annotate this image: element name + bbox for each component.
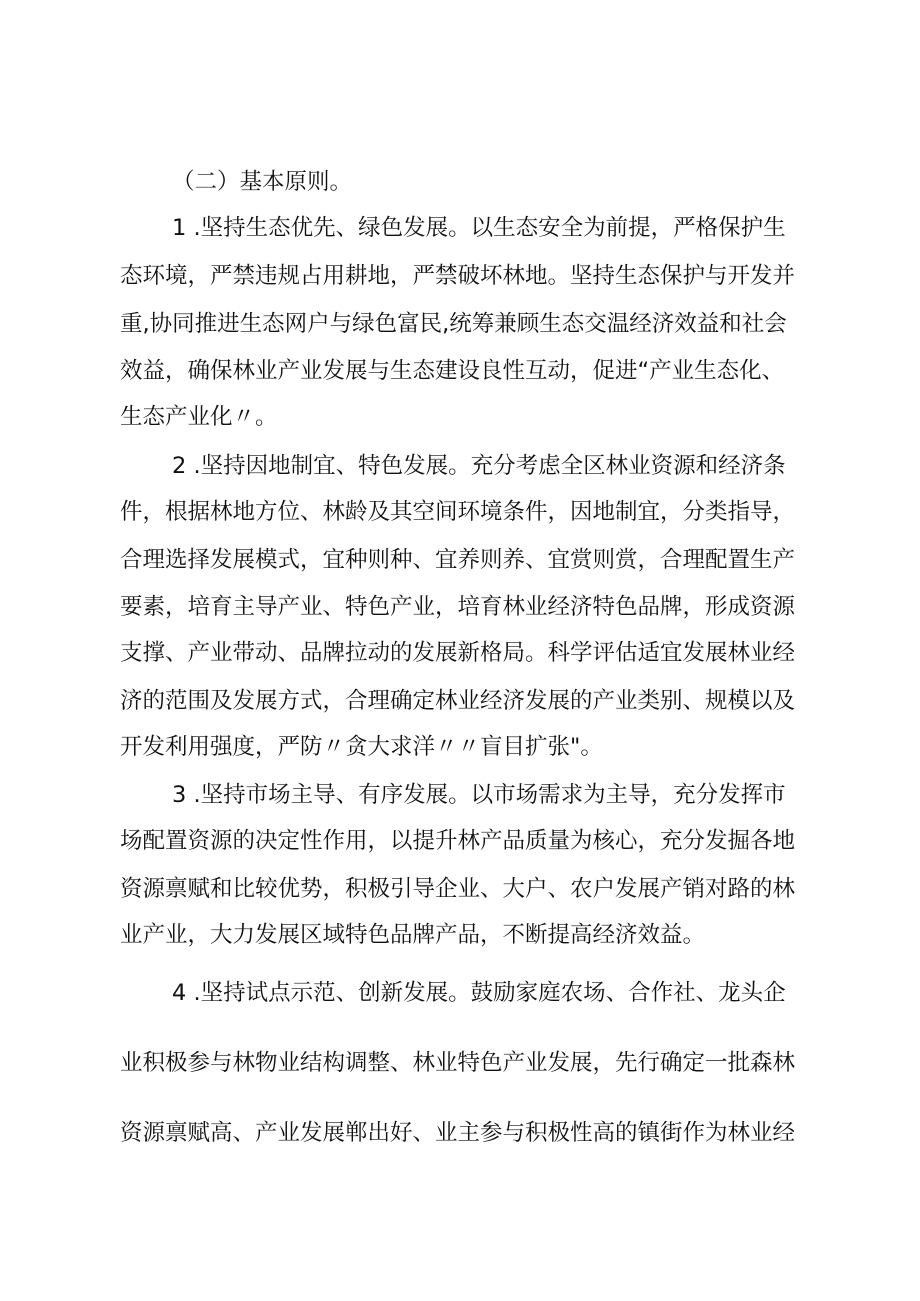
paragraph-2-line-5: 支撑、产业带动、品牌拉动的发展新格局。科学评估适宜发展林业经 (120, 640, 796, 666)
paragraph-3-line-3: 资源禀赋和比较优势，积极引导企业、大户、农户发展产销对路的林 (120, 876, 796, 902)
paragraph-1-line-2: 态环境，严禁违规占用耕地，严禁破坏林地。坚持生态保护与开发并 (120, 263, 796, 289)
paragraph-1-line-3: 重,协同推进生态网户与绿色富民,统筹兼顾生态交温经济效益和社会 (120, 311, 787, 337)
section-heading: （二）基本原则。 (172, 169, 353, 195)
paragraph-2-line-1: 2 .坚持因地制宜、特色发展。充分考虑全区林业资源和经济条 (172, 453, 786, 479)
paragraph-4-line-1: 4 .坚持试点示范、创新发展。鼓励家庭农场、合作社、龙头企 (172, 980, 786, 1006)
paragraph-1-line-4: 效益，确保林业产业发展与生态建设良性互动，促进“产业生态化、 (120, 358, 785, 384)
paragraph-2-line-2: 件，根据林地方位、林龄及其空间环境条件，因地制宜，分类指导， (120, 499, 796, 525)
paragraph-2-line-7: 开发利用强度，严防〃贪大求洋〃〃盲目扩张"。 (120, 734, 603, 760)
paragraph-1-line-5: 生态产业化〃。 (120, 404, 278, 430)
paragraph-1-line-1: 1 .坚持生态优先、绿色发展。以生态安全为前提，严格保护生 (172, 215, 786, 241)
paragraph-3-line-2: 场配置资源的决定性作用，以提升林产品质量为核心，充分发掘各地 (120, 828, 796, 854)
paragraph-4-line-2: 业积极参与林物业结构调整、林业特色产业发展，先行确定一批森林 (120, 1050, 796, 1076)
paragraph-2-line-3: 合理选择发展模式，宜种则种、宜养则养、宜赏则赏，合理配置生产 (120, 547, 796, 573)
paragraph-2-line-4: 要素，培育主导产业、特色产业，培育林业经济特色品牌，形成资源 (120, 594, 796, 620)
paragraph-3-line-4: 业产业，大力发展区域特色品牌产品，不断提高经济效益。 (120, 922, 706, 948)
paragraph-4-line-3: 资源禀赋高、产业发展郸出好、业主参与积极性高的镇街作为林业经 (120, 1120, 796, 1146)
paragraph-2-line-6: 济的范围及发展方式，合理确定林业经济发展的产业类别、规模以及 (120, 688, 796, 714)
paragraph-3-line-1: 3 .坚持市场主导、有序发展。以市场需求为主导，充分发挥市 (172, 782, 786, 808)
